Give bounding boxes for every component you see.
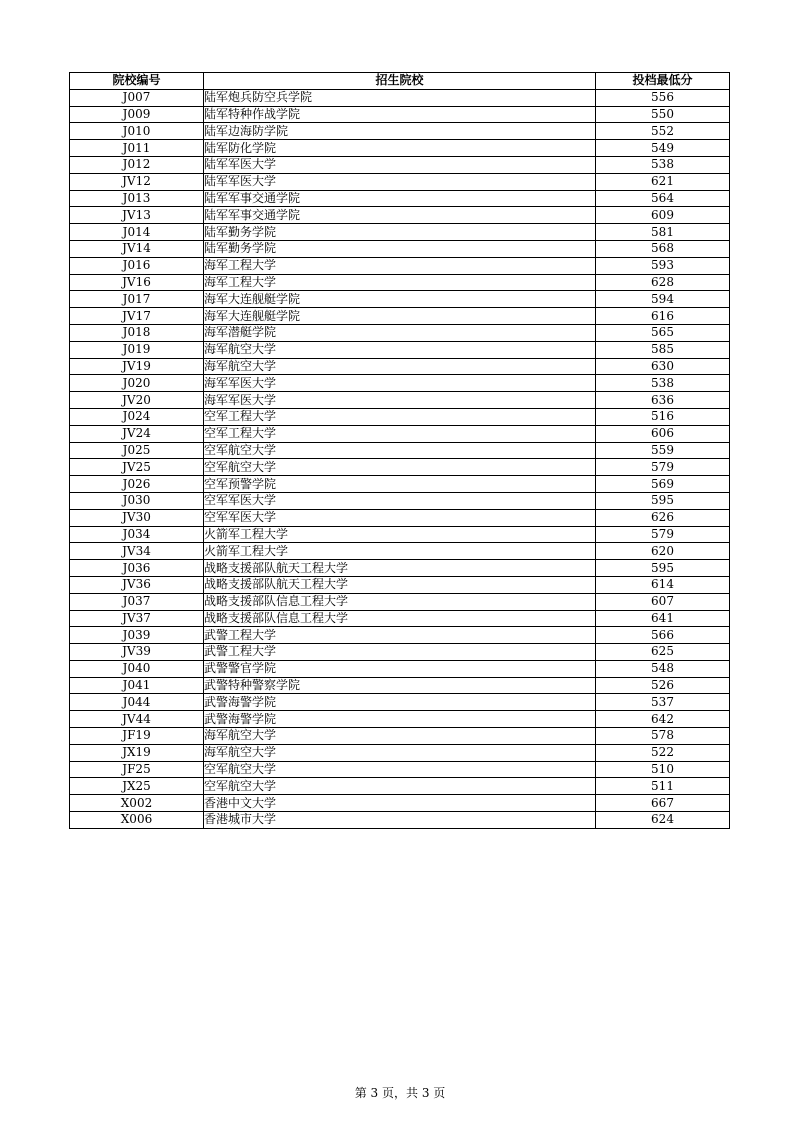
school-code-cell: JV44 xyxy=(70,711,204,728)
school-code-cell: J026 xyxy=(70,476,204,493)
min-score-cell: 549 xyxy=(596,140,730,157)
min-score-cell: 606 xyxy=(596,425,730,442)
min-score-cell: 630 xyxy=(596,358,730,375)
school-code-cell: J018 xyxy=(70,324,204,341)
school-name-cell: 战略支援部队信息工程大学 xyxy=(204,593,596,610)
table-row xyxy=(70,291,730,308)
min-score-cell: 628 xyxy=(596,274,730,291)
school-code-cell: JV17 xyxy=(70,308,204,325)
min-score-cell: 667 xyxy=(596,795,730,812)
table-row xyxy=(70,257,730,274)
school-name-cell: 海军航空大学 xyxy=(204,744,596,761)
school-code-cell: J041 xyxy=(70,677,204,694)
school-name-cell: 海军航空大学 xyxy=(204,341,596,358)
school-name-cell: 海军大连舰艇学院 xyxy=(204,291,596,308)
school-code-cell: JV20 xyxy=(70,392,204,409)
table-row xyxy=(70,140,730,157)
min-score-cell: 595 xyxy=(596,560,730,577)
school-name-cell: 海军大连舰艇学院 xyxy=(204,308,596,325)
school-code-cell: J037 xyxy=(70,593,204,610)
min-score-cell: 642 xyxy=(596,711,730,728)
table-row xyxy=(70,660,730,677)
school-code-cell: J017 xyxy=(70,291,204,308)
school-code-cell: JV24 xyxy=(70,425,204,442)
school-name-cell: 陆军防化学院 xyxy=(204,140,596,157)
school-code-cell: JV39 xyxy=(70,644,204,661)
min-score-cell: 516 xyxy=(596,408,730,425)
school-code-cell: JV25 xyxy=(70,459,204,476)
table-row xyxy=(70,744,730,761)
school-name-cell: 武警警官学院 xyxy=(204,660,596,677)
table-row xyxy=(70,476,730,493)
school-code-cell: J040 xyxy=(70,660,204,677)
school-code-cell: J012 xyxy=(70,156,204,173)
school-name-cell: 武警海警学院 xyxy=(204,711,596,728)
table-row xyxy=(70,274,730,291)
min-score-cell: 552 xyxy=(596,123,730,140)
table-row xyxy=(70,812,730,829)
school-name-cell: 火箭军工程大学 xyxy=(204,526,596,543)
table-row xyxy=(70,341,730,358)
school-code-cell: J016 xyxy=(70,257,204,274)
table-row xyxy=(70,610,730,627)
school-code-cell: JV30 xyxy=(70,509,204,526)
min-score-cell: 621 xyxy=(596,173,730,190)
min-score-cell: 593 xyxy=(596,257,730,274)
table-row xyxy=(70,728,730,745)
school-name-cell: 武警特种警察学院 xyxy=(204,677,596,694)
school-name-cell: 火箭军工程大学 xyxy=(204,543,596,560)
table-row xyxy=(70,123,730,140)
school-name-cell: 空军航空大学 xyxy=(204,761,596,778)
table-row xyxy=(70,778,730,795)
min-score-cell: 595 xyxy=(596,492,730,509)
school-code-cell: JV14 xyxy=(70,240,204,257)
min-score-cell: 614 xyxy=(596,576,730,593)
school-name-cell: 战略支援部队航天工程大学 xyxy=(204,576,596,593)
table-row xyxy=(70,593,730,610)
school-name-cell: 海军军医大学 xyxy=(204,375,596,392)
table-row xyxy=(70,156,730,173)
min-score-cell: 522 xyxy=(596,744,730,761)
admission-score-table xyxy=(69,72,730,829)
min-score-cell: 607 xyxy=(596,593,730,610)
table-row xyxy=(70,375,730,392)
school-code-cell: JX25 xyxy=(70,778,204,795)
school-code-cell: J034 xyxy=(70,526,204,543)
school-code-cell: J024 xyxy=(70,408,204,425)
table-row xyxy=(70,627,730,644)
min-score-cell: 537 xyxy=(596,694,730,711)
min-score-cell: 556 xyxy=(596,89,730,106)
table-row xyxy=(70,392,730,409)
school-code-cell: X006 xyxy=(70,812,204,829)
school-name-cell: 陆军勤务学院 xyxy=(204,240,596,257)
table-row xyxy=(70,677,730,694)
min-score-cell: 616 xyxy=(596,308,730,325)
header-school-name: 招生院校 xyxy=(204,73,596,90)
school-code-cell: J019 xyxy=(70,341,204,358)
table-row xyxy=(70,324,730,341)
table-row xyxy=(70,358,730,375)
school-code-cell: JV37 xyxy=(70,610,204,627)
table-row xyxy=(70,425,730,442)
min-score-cell: 609 xyxy=(596,207,730,224)
min-score-cell: 510 xyxy=(596,761,730,778)
school-name-cell: 空军工程大学 xyxy=(204,425,596,442)
school-name-cell: 空军军医大学 xyxy=(204,492,596,509)
school-code-cell: J039 xyxy=(70,627,204,644)
min-score-cell: 625 xyxy=(596,644,730,661)
min-score-cell: 626 xyxy=(596,509,730,526)
school-name-cell: 战略支援部队航天工程大学 xyxy=(204,560,596,577)
school-code-cell: J014 xyxy=(70,224,204,241)
school-name-cell: 战略支援部队信息工程大学 xyxy=(204,610,596,627)
min-score-cell: 559 xyxy=(596,442,730,459)
table-row xyxy=(70,576,730,593)
school-name-cell: 香港中文大学 xyxy=(204,795,596,812)
school-code-cell: JV16 xyxy=(70,274,204,291)
min-score-cell: 620 xyxy=(596,543,730,560)
table-row xyxy=(70,560,730,577)
school-name-cell: 陆军军医大学 xyxy=(204,173,596,190)
table-row xyxy=(70,207,730,224)
school-name-cell: 武警海警学院 xyxy=(204,694,596,711)
min-score-cell: 581 xyxy=(596,224,730,241)
school-code-cell: J044 xyxy=(70,694,204,711)
min-score-cell: 636 xyxy=(596,392,730,409)
table-body xyxy=(70,89,730,828)
school-name-cell: 海军工程大学 xyxy=(204,274,596,291)
school-name-cell: 陆军军事交通学院 xyxy=(204,190,596,207)
table-row xyxy=(70,308,730,325)
min-score-cell: 594 xyxy=(596,291,730,308)
school-name-cell: 陆军军事交通学院 xyxy=(204,207,596,224)
table-row xyxy=(70,694,730,711)
school-name-cell: 海军军医大学 xyxy=(204,392,596,409)
table-row xyxy=(70,761,730,778)
school-code-cell: JX19 xyxy=(70,744,204,761)
school-name-cell: 武警工程大学 xyxy=(204,644,596,661)
min-score-cell: 511 xyxy=(596,778,730,795)
school-code-cell: J036 xyxy=(70,560,204,577)
school-name-cell: 海军航空大学 xyxy=(204,358,596,375)
table-row xyxy=(70,190,730,207)
school-code-cell: J010 xyxy=(70,123,204,140)
school-name-cell: 空军预警学院 xyxy=(204,476,596,493)
school-name-cell: 空军航空大学 xyxy=(204,442,596,459)
school-code-cell: J009 xyxy=(70,106,204,123)
school-code-cell: J011 xyxy=(70,140,204,157)
min-score-cell: 565 xyxy=(596,324,730,341)
table-row xyxy=(70,224,730,241)
header-min-score: 投档最低分 xyxy=(596,73,730,90)
min-score-cell: 550 xyxy=(596,106,730,123)
school-code-cell: JV19 xyxy=(70,358,204,375)
table-row xyxy=(70,408,730,425)
school-code-cell: J007 xyxy=(70,89,204,106)
min-score-cell: 526 xyxy=(596,677,730,694)
school-name-cell: 空军军医大学 xyxy=(204,509,596,526)
min-score-cell: 624 xyxy=(596,812,730,829)
page-number: 第 3 页，共 3 页 xyxy=(354,1086,446,1100)
school-code-cell: J020 xyxy=(70,375,204,392)
school-name-cell: 陆军军医大学 xyxy=(204,156,596,173)
school-name-cell: 空军航空大学 xyxy=(204,459,596,476)
table-row xyxy=(70,240,730,257)
school-code-cell: JV13 xyxy=(70,207,204,224)
table-row xyxy=(70,795,730,812)
school-code-cell: JF25 xyxy=(70,761,204,778)
min-score-cell: 578 xyxy=(596,728,730,745)
min-score-cell: 579 xyxy=(596,526,730,543)
school-name-cell: 海军工程大学 xyxy=(204,257,596,274)
school-code-cell: JV34 xyxy=(70,543,204,560)
school-name-cell: 空军航空大学 xyxy=(204,778,596,795)
table-row xyxy=(70,644,730,661)
min-score-cell: 566 xyxy=(596,627,730,644)
school-code-cell: J013 xyxy=(70,190,204,207)
table-row xyxy=(70,711,730,728)
min-score-cell: 564 xyxy=(596,190,730,207)
school-name-cell: 陆军勤务学院 xyxy=(204,224,596,241)
table-row xyxy=(70,492,730,509)
min-score-cell: 579 xyxy=(596,459,730,476)
min-score-cell: 548 xyxy=(596,660,730,677)
table-row xyxy=(70,543,730,560)
table-row xyxy=(70,106,730,123)
min-score-cell: 568 xyxy=(596,240,730,257)
table-row xyxy=(70,526,730,543)
school-name-cell: 海军潜艇学院 xyxy=(204,324,596,341)
school-name-cell: 陆军特种作战学院 xyxy=(204,106,596,123)
table-row xyxy=(70,173,730,190)
min-score-cell: 538 xyxy=(596,375,730,392)
school-name-cell: 陆军炮兵防空兵学院 xyxy=(204,89,596,106)
header-school-code: 院校编号 xyxy=(70,73,204,90)
table-row xyxy=(70,442,730,459)
school-code-cell: J030 xyxy=(70,492,204,509)
table-row xyxy=(70,509,730,526)
school-name-cell: 海军航空大学 xyxy=(204,728,596,745)
min-score-cell: 538 xyxy=(596,156,730,173)
min-score-cell: 641 xyxy=(596,610,730,627)
table-row xyxy=(70,89,730,106)
school-code-cell: X002 xyxy=(70,795,204,812)
school-name-cell: 陆军边海防学院 xyxy=(204,123,596,140)
school-name-cell: 香港城市大学 xyxy=(204,812,596,829)
school-name-cell: 武警工程大学 xyxy=(204,627,596,644)
min-score-cell: 585 xyxy=(596,341,730,358)
min-score-cell: 569 xyxy=(596,476,730,493)
school-code-cell: J025 xyxy=(70,442,204,459)
table-header-row xyxy=(70,73,730,90)
school-code-cell: JV12 xyxy=(70,173,204,190)
school-code-cell: JF19 xyxy=(70,728,204,745)
table-row xyxy=(70,459,730,476)
school-code-cell: JV36 xyxy=(70,576,204,593)
school-name-cell: 空军工程大学 xyxy=(204,408,596,425)
